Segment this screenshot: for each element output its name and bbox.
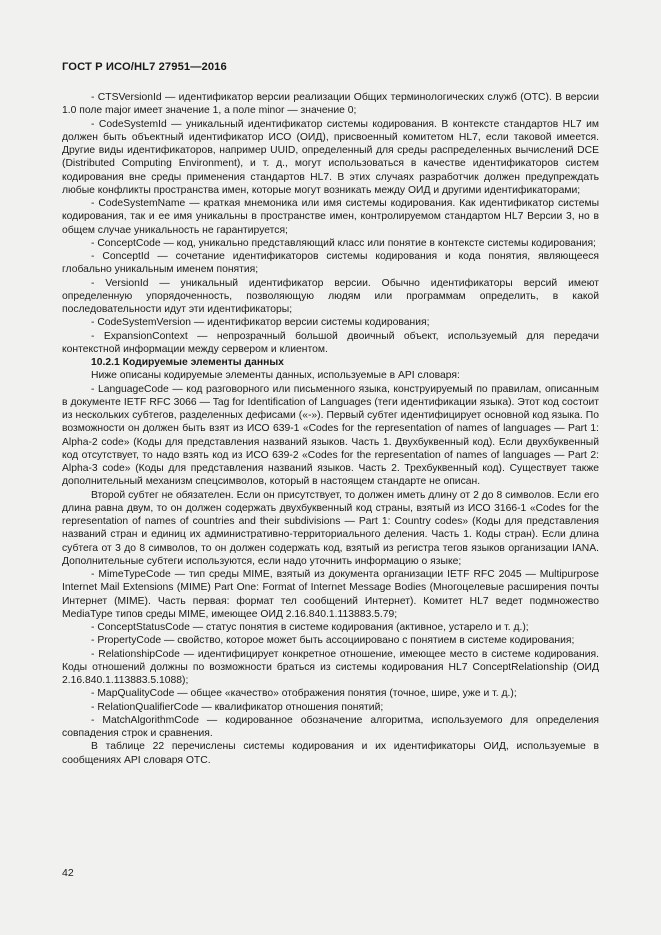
paragraph: - CodeSystemId — уникальный идентификатор системы кодирования. В контексте стандартов HL7 им должен быть объектный идентификатор ИСО (ОИД), присвоенный комитетом HL7, если таковой имеется. Другие виды идентификаторов, например UUID, определенный для среды распределенных вычислений DCE (Distributed Computing Environment), и т. д., могут использоваться в качестве идентификаторов систем кодирования вне среды применения стандартов HL7. В этих случаях разработчик должен предупреждать любые конфликты пространства имен, которые могут возникать между ОИД и другими идентификаторами; (62, 118, 599, 196)
paragraph: - CTSVersionId — идентификатор версии реализации Общих терминологических служб (OTC). В версии 1.0 поле major имеет значение 1, а поле minor — значение 0; (62, 92, 599, 117)
paragraph: - VersionId — уникальный идентификатор версии. Обычно идентификаторы версий имеют определенную упорядоченность, позволяющую людям или программам определить, в какой последовательности идут эти идентификаторы; (62, 277, 599, 315)
paragraph: - MatchAlgorithmCode — кодированное обозначение алгоритма, используемого для определения совпадения строк и сравнения. (62, 714, 599, 739)
paragraph: - CodeSystemVersion — идентификатор версии системы кодирования; (91, 317, 430, 329)
paragraph: - RelationQualifierCode — квалификатор отношения понятий; (91, 701, 384, 713)
document-body (62, 91, 599, 767)
paragraph: - MimeTypeCode — тип среды MIME, взятый из документа организации IETF RFC 2045 — Multipurpose Internet Mail Extensions (MIME) Part One: Format of Internet Message Bodies (Многоцелевые расширения почты Интернет (MIME). Часть первая: формат тел сообщений Интернет). Комитет HL7 ведет подмножество MediaType типов среды MIME, имеющее ОИД 2.16.840.1.113883.5.79; (62, 569, 599, 620)
paragraph: Ниже описаны кодируемые элементы данных, используемые в API словаря: (91, 370, 460, 382)
paragraph: - ConceptCode — код, уникально представляющий класс или понятие в контексте системы кодирования; (91, 237, 596, 249)
paragraph: Второй субтег не обязателен. Если он присутствует, то должен иметь длину от 2 до 8 символов. Если его длина равна двум, то он должен содержать двухбуквенный код страны, взятый из ИСО 3166-1 «Codes for the representation of names of countries and their subdivisions — Part 1: Country codes» (Коды для представления названий стран и единиц их административно-территориального деления. Часть 1. Коды стран). Если длина субтега от 3 до 8 символов, то он должен содержать код, взятый из регистра тегов языков организации IANA. Дополнительные субтеги используются, если надо уточнить информацию о языке; (62, 489, 599, 567)
paragraph: - ConceptStatusCode — статус понятия в системе кодирования (активное, устарело и т. д.); (91, 622, 529, 633)
paragraph: - RelationshipCode — идентифицирует конкретное отношение, имеющее место в системе кодирования. Коды отношений должны по возможности браться из системы кодирования HL7 ConceptRelationship (ОИД 2.16.840.1.113883.5.1088); (62, 648, 599, 686)
paragraph: - MapQualityCode — общее «качество» отображения понятия (точное, шире, уже и т. д.); (91, 688, 517, 700)
paragraph: - LanguageCode — код разговорного или письменного языка, конструируемый по правилам, описанным в документе IETF RFC 3066 — Tag for Identification of Languages (теги идентификации языка). Этот код состоит из нескольких субтегов, разделенных дефисами («-»). Первый субтег идентифицирует основной код языка. По возможности он должен быть взят из ИСО 639-1 «Codes for the representation of names of languages — Part 1: Alpha-2 code» (Коды для представления названий языков. Часть 1. Двухбуквенный код). Если двухбуквенный код отсутствует, то надо взять код из ИСО 639-2 «Codes for the representation of names of languages — Part 2: Alpha-3 code» (Коды для представления названий языков. Часть 2. Трехбуквенный код). Существует также дополнительный механизм спецсимволов, который в настоящем стандарте не описан. (62, 383, 599, 488)
paragraph: В таблице 22 перечислены системы кодирования и их идентификаторы ОИД, используемые в сообщениях API словаря OTC. (62, 741, 599, 766)
paragraph: - ExpansionContext — непрозрачный большой двоичный объект, используемый для передачи контекстной информации между сервером и клиентом. (62, 330, 599, 355)
section-heading: 10.2.1 Кодируемые элементы данных (91, 357, 284, 368)
paragraph: - ConceptId — сочетание идентификаторов системы кодирования и кода понятия, являющееся глобально уникальным именем понятия; (62, 251, 599, 276)
page-header: ГОСТ Р ИСО/HL7 27951—2016 (62, 61, 227, 73)
paragraph: - CodeSystemName — краткая мнемоника или имя системы кодирования. Как идентификатор системы кодирования, так и ее имя уникальны в пространстве имен, контролируемом стандартом HL7 Версии 3, но в общем случае уникальность не гарантируется; (62, 198, 599, 236)
paragraph: - PropertyCode — свойство, которое может быть ассоциировано с понятием в системе кодирования; (91, 635, 575, 647)
page-number: 42 (62, 867, 74, 879)
